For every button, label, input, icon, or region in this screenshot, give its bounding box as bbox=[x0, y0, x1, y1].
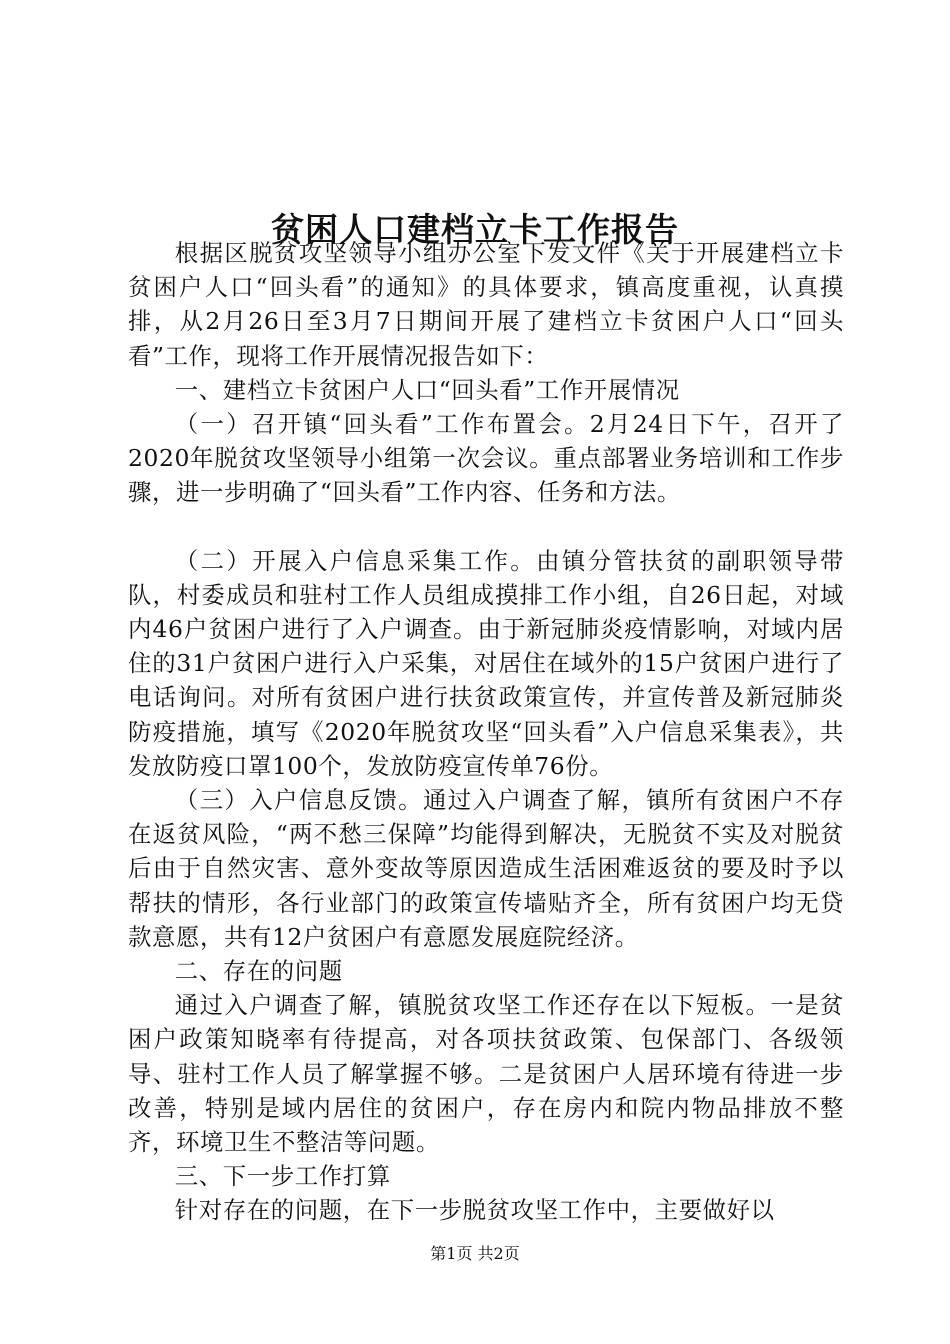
section-heading-3: 三、下一步工作打算 bbox=[174, 1162, 391, 1191]
page-number-footer: 第1页 共2页 bbox=[430, 1244, 520, 1263]
paragraph-3: 针对存在的问题，在下一步脱贫攻坚工作中，主要做好以 bbox=[174, 1196, 775, 1225]
section-heading-2: 二、存在的问题 bbox=[174, 957, 343, 986]
paragraph-1-3: （三）入户信息反馈。通过入户调查了解，镇所有贫困户不存在返贫风险，“两不愁三保障”均能得到解决，无脱贫不实及对脱贫后由于自然灾害、意外变故等原因造成生活困难返贫的要及时予以帮扶的情形，各行业部门的政策宣传墙贴齐全，所有贫困户均无贷款意愿，共有12户贫困户有意愿发展庭院经济。 bbox=[128, 786, 844, 951]
paragraph-intro: 根据区脱贫攻坚领导小组办公室下发文件《关于开展建档立卡贫困户人口“回头看”的通知》的具体要求，镇高度重视，认真摸排，从2月26日至3月7日期间开展了建档立卡贫困户人口“回头看”工作，现将工作开展情况报告如下： bbox=[128, 239, 844, 370]
paragraph-1-1: （一）召开镇“回头看”工作布置会。2月24日下午，召开了2020年脱贫攻坚领导小组第一次会议。重点部署业务培训和工作步骤，进一步明确了“回头看”工作内容、任务和方法。 bbox=[128, 410, 844, 507]
document-body bbox=[128, 236, 844, 1228]
paragraph-2: 通过入户调查了解，镇脱贫攻坚工作还存在以下短板。一是贫困户政策知晓率有待提高，对各项扶贫政策、包保部门、各级领导、驻村工作人员了解掌握不够。二是贫困户人居环境有待进一步改善，特别是域内居住的贫困户，存在房内和院内物品排放不整齐，环境卫生不整洁等问题。 bbox=[128, 991, 844, 1157]
paragraph-1-2: （二）开展入户信息采集工作。由镇分管扶贫的副职领导带队，村委成员和驻村工作人员组成摸排工作小组，自26日起，对域内46户贫困户进行了入户调查。由于新冠肺炎疫情影响，对域内居住的31户贫困户进行入户采集，对居住在域外的15户贫困户进行了电话询问。对所有贫困户进行扶贫政策宣传，并宣传普及新冠肺炎防疫措施，填写《2020年脱贫攻坚“回头看”入户信息采集表》，共发放防疫口罩100个，发放防疫宣传单76份。 bbox=[128, 546, 844, 780]
document-title: 贫困人口建档立卡工作报告 bbox=[271, 210, 679, 250]
section-heading-1: 一、建档立卡贫困户人口“回头看”工作开展情况 bbox=[174, 375, 680, 404]
